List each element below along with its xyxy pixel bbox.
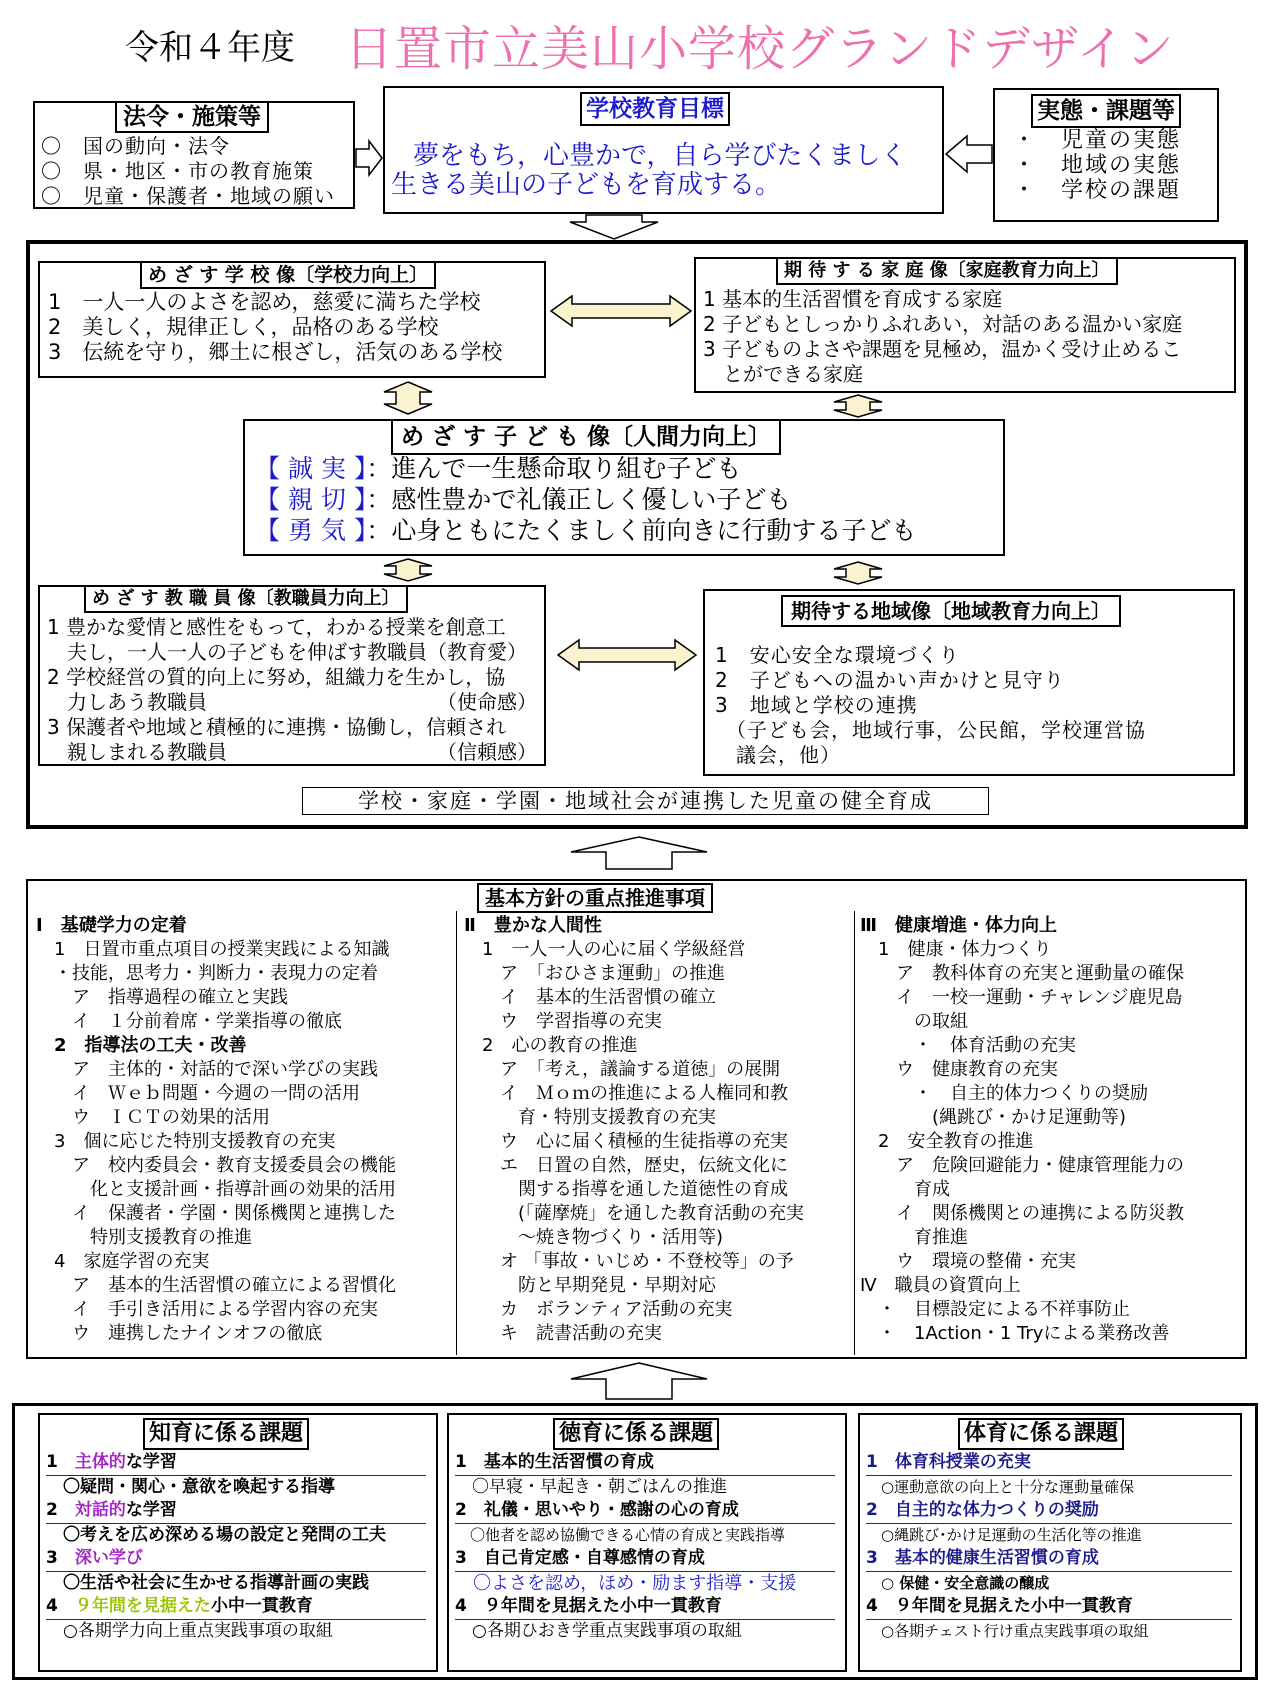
policy-item: イ 手引き活用による学習内容の充実 xyxy=(36,1299,378,1320)
community-image-item: 3 地域と学校の連携 xyxy=(715,693,918,717)
policy-title: 基本方針の重点推進事項 xyxy=(477,883,713,913)
policy-item: (縄跳び・かけ足運動等) xyxy=(860,1107,1127,1128)
school-image-item: 1 一人一人のよさを認め，慈愛に満ちた学校 xyxy=(48,290,481,314)
issue-heading: 3 自己肯定感・自尊感情の育成 xyxy=(455,1547,835,1572)
policy-col3 xyxy=(860,914,1184,1346)
policy-item: ウ 心に届く積極的生徒指導の充実 xyxy=(464,1131,788,1152)
staff-image-item: 2 学校経営の質的向上に努め，組織力を生かし，協 xyxy=(47,665,506,689)
family-image-item: 2 子どもとしっかりふれあい，対話のある温かい家庭 xyxy=(703,312,1183,336)
policy-divider xyxy=(854,911,855,1355)
policy-item: ア 校内委員会・教育支援委員会の機能 xyxy=(36,1155,396,1176)
double-arrow-icon xyxy=(557,639,697,671)
family-image-item: 1 基本的生活習慣を育成する家庭 xyxy=(703,287,1003,311)
family-image-list xyxy=(703,287,1182,387)
double-arrow-icon xyxy=(550,295,692,327)
issue-heading: 3 基本的健康生活習慣の育成 xyxy=(866,1547,1232,1572)
policy-item: 1 一人一人の心に届く学級経営 xyxy=(464,939,746,960)
staff-image-box xyxy=(38,585,546,766)
policy-item: Ⅰ 基礎学力の定着 xyxy=(36,915,187,936)
laws-item: 〇 県・地区・市の教育施策 xyxy=(41,159,314,183)
issue-keyword: 深い学び xyxy=(74,1548,143,1568)
policy-item: イ Ｍｏｍの推進による人権同和教 xyxy=(464,1083,788,1104)
physical-box xyxy=(858,1413,1242,1672)
school-image-title: め ざ す 学 校 像〔学校力向上〕 xyxy=(140,261,436,289)
laws-title: 法令・施策等 xyxy=(115,101,269,133)
family-image-title: 期 待 す る 家 庭 像〔家庭教育力向上〕 xyxy=(776,257,1118,285)
issue-detail: ○各期学力向上重点実践事項の取組 xyxy=(46,1620,333,1641)
goal-title: 学校教育目標 xyxy=(580,92,730,126)
arrow-up-icon xyxy=(568,1362,710,1400)
virtue-text: ：進んで一生懸命取り組む子ども xyxy=(366,454,742,483)
policy-item: ア 「考え，議論する道徳」の展開 xyxy=(464,1059,781,1080)
policy-item: 2 指導法の工夫・改善 xyxy=(36,1035,247,1056)
vertical-arrow-icon xyxy=(832,394,884,418)
issue-keyword: 主体的 xyxy=(74,1452,126,1472)
physical-list xyxy=(866,1451,1232,1643)
staff-image-list xyxy=(47,615,537,765)
policy-item: Ⅳ 職員の資質向上 xyxy=(860,1275,1021,1296)
policy-item: キ 読書活動の充実 xyxy=(464,1323,662,1344)
intellect-title: 知育に係る課題 xyxy=(143,1418,309,1450)
policy-box xyxy=(26,879,1247,1359)
status-item: ・ 学校の課題 xyxy=(1013,178,1182,203)
goal-line: 生きる美山の子どもを育成する。 xyxy=(391,170,782,200)
arrow-right-icon xyxy=(355,140,383,176)
staff-image-item: 3 保護者や地域と積極的に連携・協働し，信頼され xyxy=(47,715,507,739)
issue-heading xyxy=(46,1547,426,1572)
issue-num: 1 xyxy=(46,1452,75,1472)
child-image-row xyxy=(255,453,916,484)
policy-item: ア 基本的生活習慣の確立による習慣化 xyxy=(36,1275,396,1296)
issue-num: 3 xyxy=(46,1548,75,1568)
policy-item: ウ 環境の整備・充実 xyxy=(860,1251,1076,1272)
policy-item: Ⅲ 健康増進・体力向上 xyxy=(860,915,1058,936)
policy-item: 関する指導を通した道徳性の育成 xyxy=(464,1179,788,1200)
policy-item: エ 日置の自然，歴史，伝統文化に xyxy=(464,1155,788,1176)
school-image-list xyxy=(48,290,502,365)
laws-box xyxy=(33,101,355,209)
policy-item: イ 関係機関との連携による防災教 xyxy=(860,1203,1184,1224)
virtue-text: ：感性豊かで礼儀正しく優しい子ども xyxy=(366,485,792,514)
issue-detail: 〇他者を認め協働できる心情の育成と実践指導 xyxy=(455,1525,786,1544)
issue-detail: ○ 保健・安全意識の醸成 xyxy=(866,1573,1050,1592)
policy-item: ウ 学習指導の充実 xyxy=(464,1011,662,1032)
policy-item: イ 基本的生活習慣の確立 xyxy=(464,987,716,1008)
policy-item: ・技能，思考力・判断力・表現力の定着 xyxy=(36,963,378,984)
laws-item: 〇 児童・保護者・地域の願い xyxy=(41,184,335,208)
status-title: 実態・課題等 xyxy=(1031,94,1181,128)
staff-image-title: め ざ す 教 職 員 像〔教職員力向上〕 xyxy=(84,585,408,613)
issue-rest: な学習 xyxy=(125,1500,177,1520)
community-image-item: 1 安心安全な環境づくり xyxy=(715,643,960,667)
community-image-list xyxy=(715,643,1146,768)
policy-item: オ 「事故・いじめ・不登校等」の予 xyxy=(464,1251,794,1272)
policy-item: ・ 自主的体力つくりの奨励 xyxy=(860,1083,1148,1104)
issue-heading: 4 ９年間を見据えた小中一貫教育 xyxy=(455,1595,835,1620)
physical-title: 体育に係る課題 xyxy=(958,1418,1124,1450)
laws-item: 〇 国の動向・法令 xyxy=(41,134,230,158)
community-image-box xyxy=(703,589,1235,776)
arrow-left-icon xyxy=(945,135,993,173)
issue-detail: ○運動意欲の向上と十分な運動量確保 xyxy=(866,1477,1135,1496)
status-item: ・ 地域の実態 xyxy=(1013,153,1182,178)
child-image-row xyxy=(255,484,916,515)
morality-list xyxy=(455,1451,835,1643)
policy-item: 4 家庭学習の充実 xyxy=(36,1251,210,1272)
policy-item: ウ 連携したナインオフの徹底 xyxy=(36,1323,323,1344)
issue-detail: ○各期チェスト行け重点実践事項の取組 xyxy=(866,1621,1149,1640)
morality-box xyxy=(447,1413,847,1672)
issue-detail: 〇考えを広め深める場の設定と発問の工夫 xyxy=(46,1524,386,1545)
issue-keyword: 対話的 xyxy=(74,1500,126,1520)
policy-item: 防と早期発見・早期対応 xyxy=(464,1275,716,1296)
policy-item: ア 指導過程の確立と実践 xyxy=(36,987,288,1008)
policy-item: ア 主体的・対話的で深い学びの実践 xyxy=(36,1059,378,1080)
community-image-item: 議会，他） xyxy=(715,743,841,767)
policy-item: 特別支援教育の推進 xyxy=(36,1227,252,1248)
virtue-key: 【 親 切 】 xyxy=(255,485,367,514)
policy-item: ウ ＩＣＴの効果的活用 xyxy=(36,1107,270,1128)
issue-heading xyxy=(46,1595,426,1620)
policy-divider xyxy=(456,911,457,1355)
policy-item: ・ 目標設定による不祥事防止 xyxy=(860,1299,1130,1320)
status-item: ・ 児童の実態 xyxy=(1013,128,1182,153)
issue-rest: な学習 xyxy=(125,1452,177,1472)
goal-line: 夢をもち，心豊かで，自ら学びたくましく xyxy=(413,141,907,171)
policy-col2 xyxy=(464,914,804,1346)
policy-item: 化と支援計画・指導計画の効果的活用 xyxy=(36,1179,396,1200)
policy-item: の取組 xyxy=(860,1011,968,1032)
policy-item: ・ 1Action・1 Tryによる業務改善 xyxy=(860,1323,1170,1344)
policy-item: 育・特別支援教育の充実 xyxy=(464,1107,716,1128)
community-image-item: （子ども会，地域行事，公民館，学校運営協 xyxy=(715,718,1146,742)
intellect-list xyxy=(46,1451,426,1643)
virtue-key: 【 誠 実 】 xyxy=(255,454,367,483)
status-list xyxy=(1013,128,1181,203)
school-image-box xyxy=(38,261,546,378)
policy-item: ～焼き物づくり・活用等) xyxy=(464,1227,724,1248)
issue-detail: 〇よさを認め，ほめ・励ます指導・支援 xyxy=(455,1572,797,1594)
family-image-box xyxy=(694,257,1236,393)
policy-item: 育成 xyxy=(860,1179,950,1200)
policy-item: 3 個に応じた特別支援教育の充実 xyxy=(36,1131,336,1152)
family-image-item: 3 子どものよさや課題を見極め，温かく受け止めるこ xyxy=(703,337,1182,361)
issue-heading: 2 自主的な体力つくりの奨励 xyxy=(866,1499,1232,1524)
issue-keyword: ９年間を見据えた xyxy=(74,1596,211,1616)
policy-item: ・ 体育活動の充実 xyxy=(860,1035,1076,1056)
vertical-arrow-icon xyxy=(832,561,884,585)
issue-rest: 小中一貫教育 xyxy=(210,1596,313,1616)
issue-detail: 〇早寝・早起き・朝ごはんの推進 xyxy=(455,1476,727,1497)
morality-title: 徳育に係る課題 xyxy=(553,1418,719,1450)
staff-image-item: 夫し，一人一人の子どもを伸ばす教職員（教育愛） xyxy=(47,640,527,664)
policy-item: ア 危険回避能力・健康管理能力の xyxy=(860,1155,1184,1176)
intellect-box xyxy=(38,1413,438,1672)
arrow-down-icon xyxy=(568,214,660,240)
status-box xyxy=(993,88,1219,222)
policy-item: ウ 健康教育の充実 xyxy=(860,1059,1058,1080)
policy-item: イ １分前着席・学業指導の徹底 xyxy=(36,1011,342,1032)
era-label: 令和４年度 xyxy=(125,28,295,68)
policy-item: (「薩摩焼」を通した教育活動の充実 xyxy=(464,1203,805,1224)
issue-num: 2 xyxy=(46,1500,75,1520)
issue-detail: 〇生活や社会に生かせる指導計画の実践 xyxy=(46,1572,369,1593)
vertical-arrow-icon xyxy=(382,558,434,582)
laws-list xyxy=(41,134,335,209)
issue-heading: 1 体育科授業の充実 xyxy=(866,1451,1232,1476)
arrow-up-icon xyxy=(568,836,710,870)
child-image-rows xyxy=(255,453,916,546)
issue-num: 4 xyxy=(46,1596,75,1616)
child-image-box xyxy=(243,419,1005,556)
issue-heading: 1 基本的生活習慣の育成 xyxy=(455,1451,835,1476)
virtue-text: ：心身ともにたくましく前向きに行動する子ども xyxy=(366,516,917,545)
policy-item: ア 教科体育の充実と運動量の確保 xyxy=(860,963,1184,984)
policy-item: 2 安全教育の推進 xyxy=(860,1131,1034,1152)
school-image-item: 2 美しく，規律正しく，品格のある学校 xyxy=(48,315,439,339)
policy-item: カ ボランティア活動の充実 xyxy=(464,1299,733,1320)
policy-item: 1 健康・体力つくり xyxy=(860,939,1052,960)
issue-heading xyxy=(46,1499,426,1524)
child-image-title: め ざ す 子 ど も 像〔人間力向上〕 xyxy=(391,419,781,455)
community-image-item: 2 子どもへの温かい声かけと見守り xyxy=(715,668,1065,692)
cooperation-label: 学校・家庭・学園・地域社会が連携した児童の健全育成 xyxy=(302,787,989,815)
page-title: 日置市立美山小学校グランドデザイン xyxy=(345,21,1175,77)
staff-image-item: 親しまれる教職員 （信頼感） xyxy=(47,740,537,764)
policy-col1 xyxy=(36,914,396,1346)
issue-heading: 2 礼儀・思いやり・感謝の心の育成 xyxy=(455,1499,835,1524)
policy-item: ア 「おひさま運動」の推進 xyxy=(464,963,725,984)
issue-detail: ○縄跳び･かけ足運動の生活化等の推進 xyxy=(866,1525,1142,1544)
policy-item: イ 保護者・学園・関係機関と連携した xyxy=(36,1203,396,1224)
goal-text xyxy=(391,142,906,200)
staff-image-item: 力しあう教職員 （使命感） xyxy=(47,690,537,714)
issue-heading xyxy=(46,1451,426,1476)
policy-item: イ 一校一運動・チャレンジ鹿児島 xyxy=(860,987,1183,1008)
policy-item: 2 心の教育の推進 xyxy=(464,1035,638,1056)
vertical-arrow-icon xyxy=(382,381,434,415)
issue-detail: 〇疑問・関心・意欲を喚起する指導 xyxy=(46,1476,335,1497)
community-image-title: 期待する地域像〔地域教育力向上〕 xyxy=(781,595,1121,627)
policy-item: 1 日置市重点項目の授業実践による知識 xyxy=(36,939,390,960)
issue-heading: 4 ９年間を見据えた小中一貫教育 xyxy=(866,1595,1232,1620)
policy-item: Ⅱ 豊かな人間性 xyxy=(464,915,602,936)
child-image-row xyxy=(255,515,916,546)
policy-item: イ Ｗｅｂ問題・今週の一問の活用 xyxy=(36,1083,360,1104)
goal-box xyxy=(383,86,944,214)
school-image-item: 3 伝統を守り，郷土に根ざし，活気のある学校 xyxy=(48,340,503,364)
staff-image-item: 1 豊かな愛情と感性をもって，わかる授業を創意工 xyxy=(47,615,506,639)
family-image-item: とができる家庭 xyxy=(703,362,863,386)
virtue-key: 【 勇 気 】 xyxy=(255,516,367,545)
issue-detail: ○各期ひおき学重点実践事項の取組 xyxy=(455,1620,742,1641)
policy-item: 育推進 xyxy=(860,1227,968,1248)
